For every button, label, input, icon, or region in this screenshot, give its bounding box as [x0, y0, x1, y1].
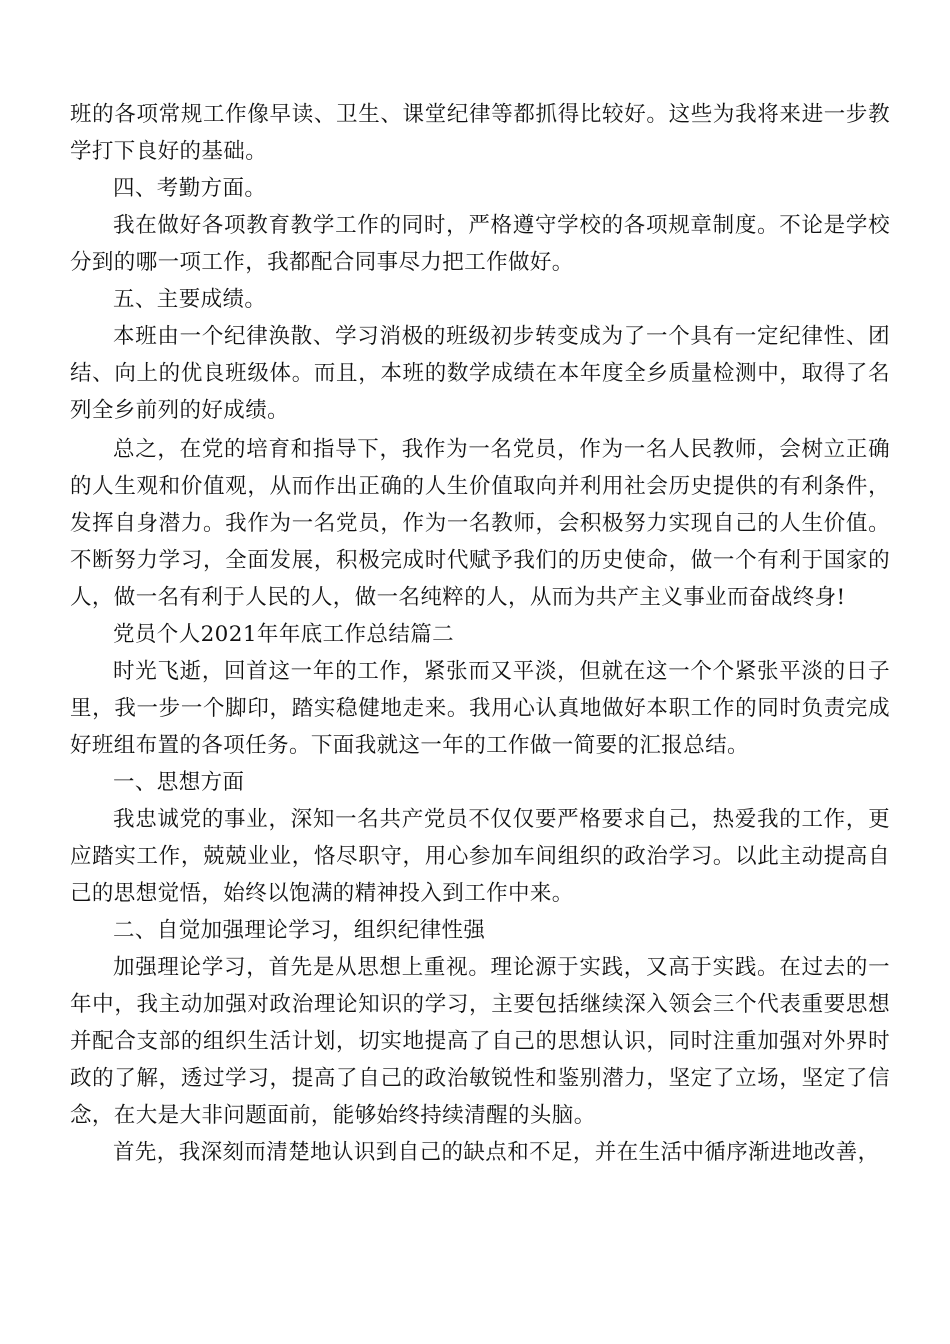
- section-heading-attendance: 四、考勤方面。: [113, 176, 267, 201]
- document-body: [70, 96, 890, 1171]
- paragraph-self-improvement: 首先，我深刻而清楚地认识到自己的缺点和不足，并在生活中循序渐进地改善，: [113, 1140, 880, 1165]
- paragraph-achievements: 本班由一个纪律涣散、学习消极的班级初步转变成为了一个具有一定纪律性、团结、向上的优良班级体。而且，本班的数学成绩在本年度全乡质量检测中，取得了名列全乡前列的好成绩。: [70, 324, 890, 423]
- article-title-part-two: 党员个人2021年年底工作总结篇二: [113, 622, 455, 647]
- paragraph-intro: 时光飞逝，回首这一年的工作，紧张而又平淡，但就在这一个个紧张平淡的日子里，我一步一个脚印，踏实稳健地走来。我用心认真地做好本职工作的同时负责完成好班组布置的各项任务。下面我就这一年的工作做一简要的汇报总结。: [70, 659, 890, 758]
- paragraph-thought: 我忠诚党的事业，深知一名共产党员不仅仅要严格要求自己，热爱我的工作，更应踏实工作，兢兢业业，恪尽职守，用心参加车间组织的政治学习。以此主动提高自己的思想觉悟，始终以饱满的精神投入到工作中来。: [70, 807, 890, 906]
- paragraph-continuation: 班的各项常规工作像早读、卫生、课堂纪律等都抓得比较好。这些为我将来进一步教学打下良好的基础。: [70, 102, 890, 164]
- paragraph-attendance: 我在做好各项教育教学工作的同时，严格遵守学校的各项规章制度。不论是学校分到的哪一项工作，我都配合同事尽力把工作做好。: [70, 213, 890, 275]
- section-heading-thought: 一、思想方面: [113, 770, 245, 795]
- paragraph-conclusion: 总之，在党的培育和指导下，我作为一名党员，作为一名人民教师，会树立正确的人生观和价值观，从而作出正确的人生价值取向并利用社会历史提供的有利条件，发挥自身潜力。我作为一名党员，作为一名教师，会积极努力实现自己的人生价值。不断努力学习，全面发展，积极完成时代赋予我们的历史使命，做一个有利于国家的人，做一名有利于人民的人，做一名纯粹的人，从而为共产主义事业而奋战终身!: [70, 437, 890, 610]
- section-heading-achievements: 五、主要成绩。: [113, 287, 267, 312]
- section-heading-theory-study: 二、自觉加强理论学习，组织纪律性强: [113, 918, 486, 943]
- paragraph-theory-study: 加强理论学习，首先是从思想上重视。理论源于实践，又高于实践。在过去的一年中，我主动加强对政治理论知识的学习，主要包括继续深入领会三个代表重要思想并配合支部的组织生活计划，切实地提高了自己的思想认识，同时注重加强对外界时政的了解，透过学习，提高了自己的政治敏锐性和鉴别潜力，坚定了立场，坚定了信念，在大是大非问题面前，能够始终持续清醒的头脑。: [70, 955, 890, 1128]
